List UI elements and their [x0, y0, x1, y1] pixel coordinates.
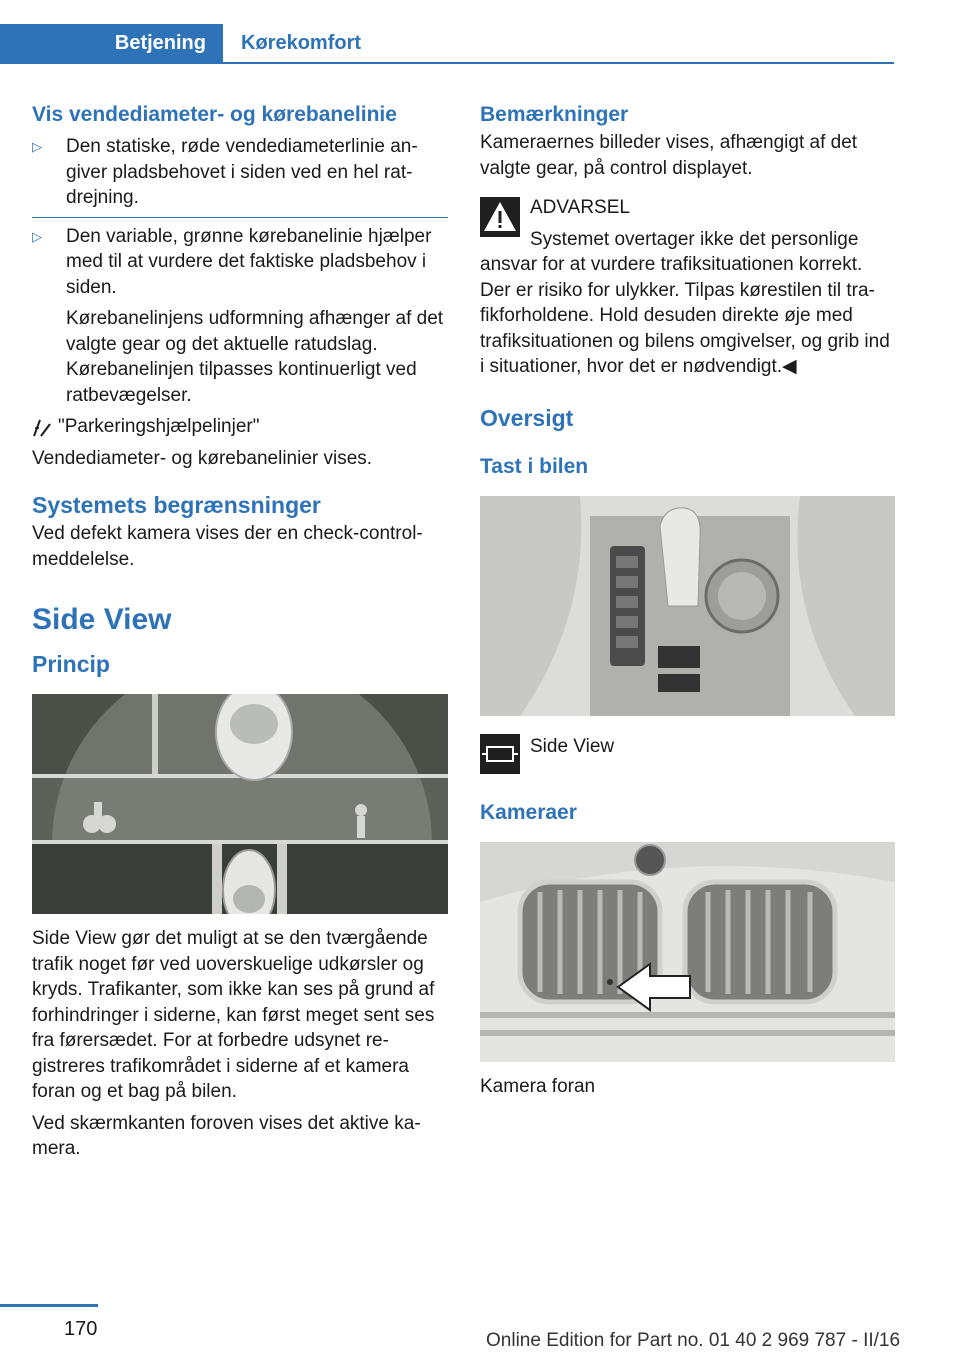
list-divider: [32, 217, 448, 218]
front-grille-image: [480, 842, 895, 1062]
list-item: [32, 134, 448, 211]
intersection-diagram-image: [32, 694, 448, 914]
chapter-tabbar: [0, 24, 894, 64]
heading-side-view: Side View: [32, 603, 172, 636]
heading-systemets-begraensninger: Systemets begrænsninger: [32, 492, 321, 518]
tab-betjening[interactable]: Betjening: [0, 24, 223, 62]
heading-oversigt: Oversigt: [480, 404, 574, 431]
princip-text-1: Side View gør det muligt at se den tværgående trafik noget før ved uoverskuelige udkørsler og kryds. Trafikanter, som ikke kan ses på grund af forhindringer i siderne, kan først meget sent ses fra førersædet. For at forbedre udsynet registreres trafikområdet i siderne af et kamera foran og et bag på bilen.: [32, 928, 435, 1102]
edition-footer: Online Edition for Part no. 01 40 2 969 787 - II/16: [486, 1330, 901, 1351]
list-item: [32, 224, 448, 409]
heading-bemaerkninger: Bemærkninger: [480, 103, 629, 126]
kamera-caption: Kamera foran: [480, 1075, 596, 1097]
systemets-text: Ved defekt kamera vises der en check-control-meddelelse.: [32, 523, 423, 570]
center-console-photo: [480, 496, 895, 716]
parking-lines-symbol-row: [32, 414, 448, 440]
right-column: [480, 100, 895, 1099]
parking-lines-icon: [32, 418, 52, 438]
side-view-button-label: Side View: [530, 735, 615, 757]
bullet-text: Den statiske, røde vendediameterlinie angiver pladsbehovet i siden ved en hel ratdrejning.: [66, 136, 418, 208]
side-view-principle-illustration: [32, 694, 448, 914]
side-view-button-row: [480, 734, 895, 776]
heading-tast-i-bilen: Tast i bilen: [480, 454, 589, 478]
bullet-continuation: Kørebanelinjens udformning afhænger af det valgte gear og det aktuelle ratudslag. Kørebanelinjen tilpasses kontinuerligt ved ratbevægelser.: [66, 308, 444, 406]
warning-block: [480, 195, 895, 380]
left-column: [32, 100, 448, 1162]
heading-vis-vendediameter: Vis vendediameter- og kørebanelinie: [32, 103, 397, 126]
side-view-button-icon: [480, 734, 520, 774]
warning-text: Systemet overtager ikke det personlige ansvar for at vurdere trafiksituationen korrekt. Der er risiko for ulykker. Tilpas kørestilen til trafikforholdene. Hold desuden direkte øje med trafiksituationen og bilens omgivelser, og grib ind i situationer, hvor det er nødvendigt.◀: [480, 228, 890, 377]
warning-triangle-icon: [480, 197, 520, 237]
symbol-label: "Parkeringshjælpelinjer": [58, 416, 260, 437]
center-console-image: [480, 496, 895, 716]
heading-princip: Princip: [32, 651, 110, 677]
bullet-text: Den variable, grønne kørebanelinie hjælper med til at vurdere det faktiske pladsbehov i siden.: [66, 225, 432, 298]
front-camera-photo: [480, 842, 895, 1062]
footer-rule: [0, 1304, 98, 1307]
tab-korekomfort[interactable]: Kørekomfort: [241, 32, 362, 54]
heading-kameraer: Kameraer: [480, 800, 577, 824]
triangle-bullet-icon: ▷: [32, 228, 42, 244]
triangle-bullet-icon: ▷: [32, 139, 42, 154]
warning-heading: ADVARSEL: [530, 197, 630, 218]
princip-text-2: Ved skærmkanten foroven vises det aktive kamera.: [32, 1112, 421, 1159]
bemaerkninger-text: Kameraernes billeder vises, afhængigt af det valgte gear, på control displayet.: [480, 132, 858, 179]
vis-result-text: Vendediameter- og kørebanelinier vises.: [32, 447, 373, 469]
page-number: 170: [64, 1318, 98, 1340]
